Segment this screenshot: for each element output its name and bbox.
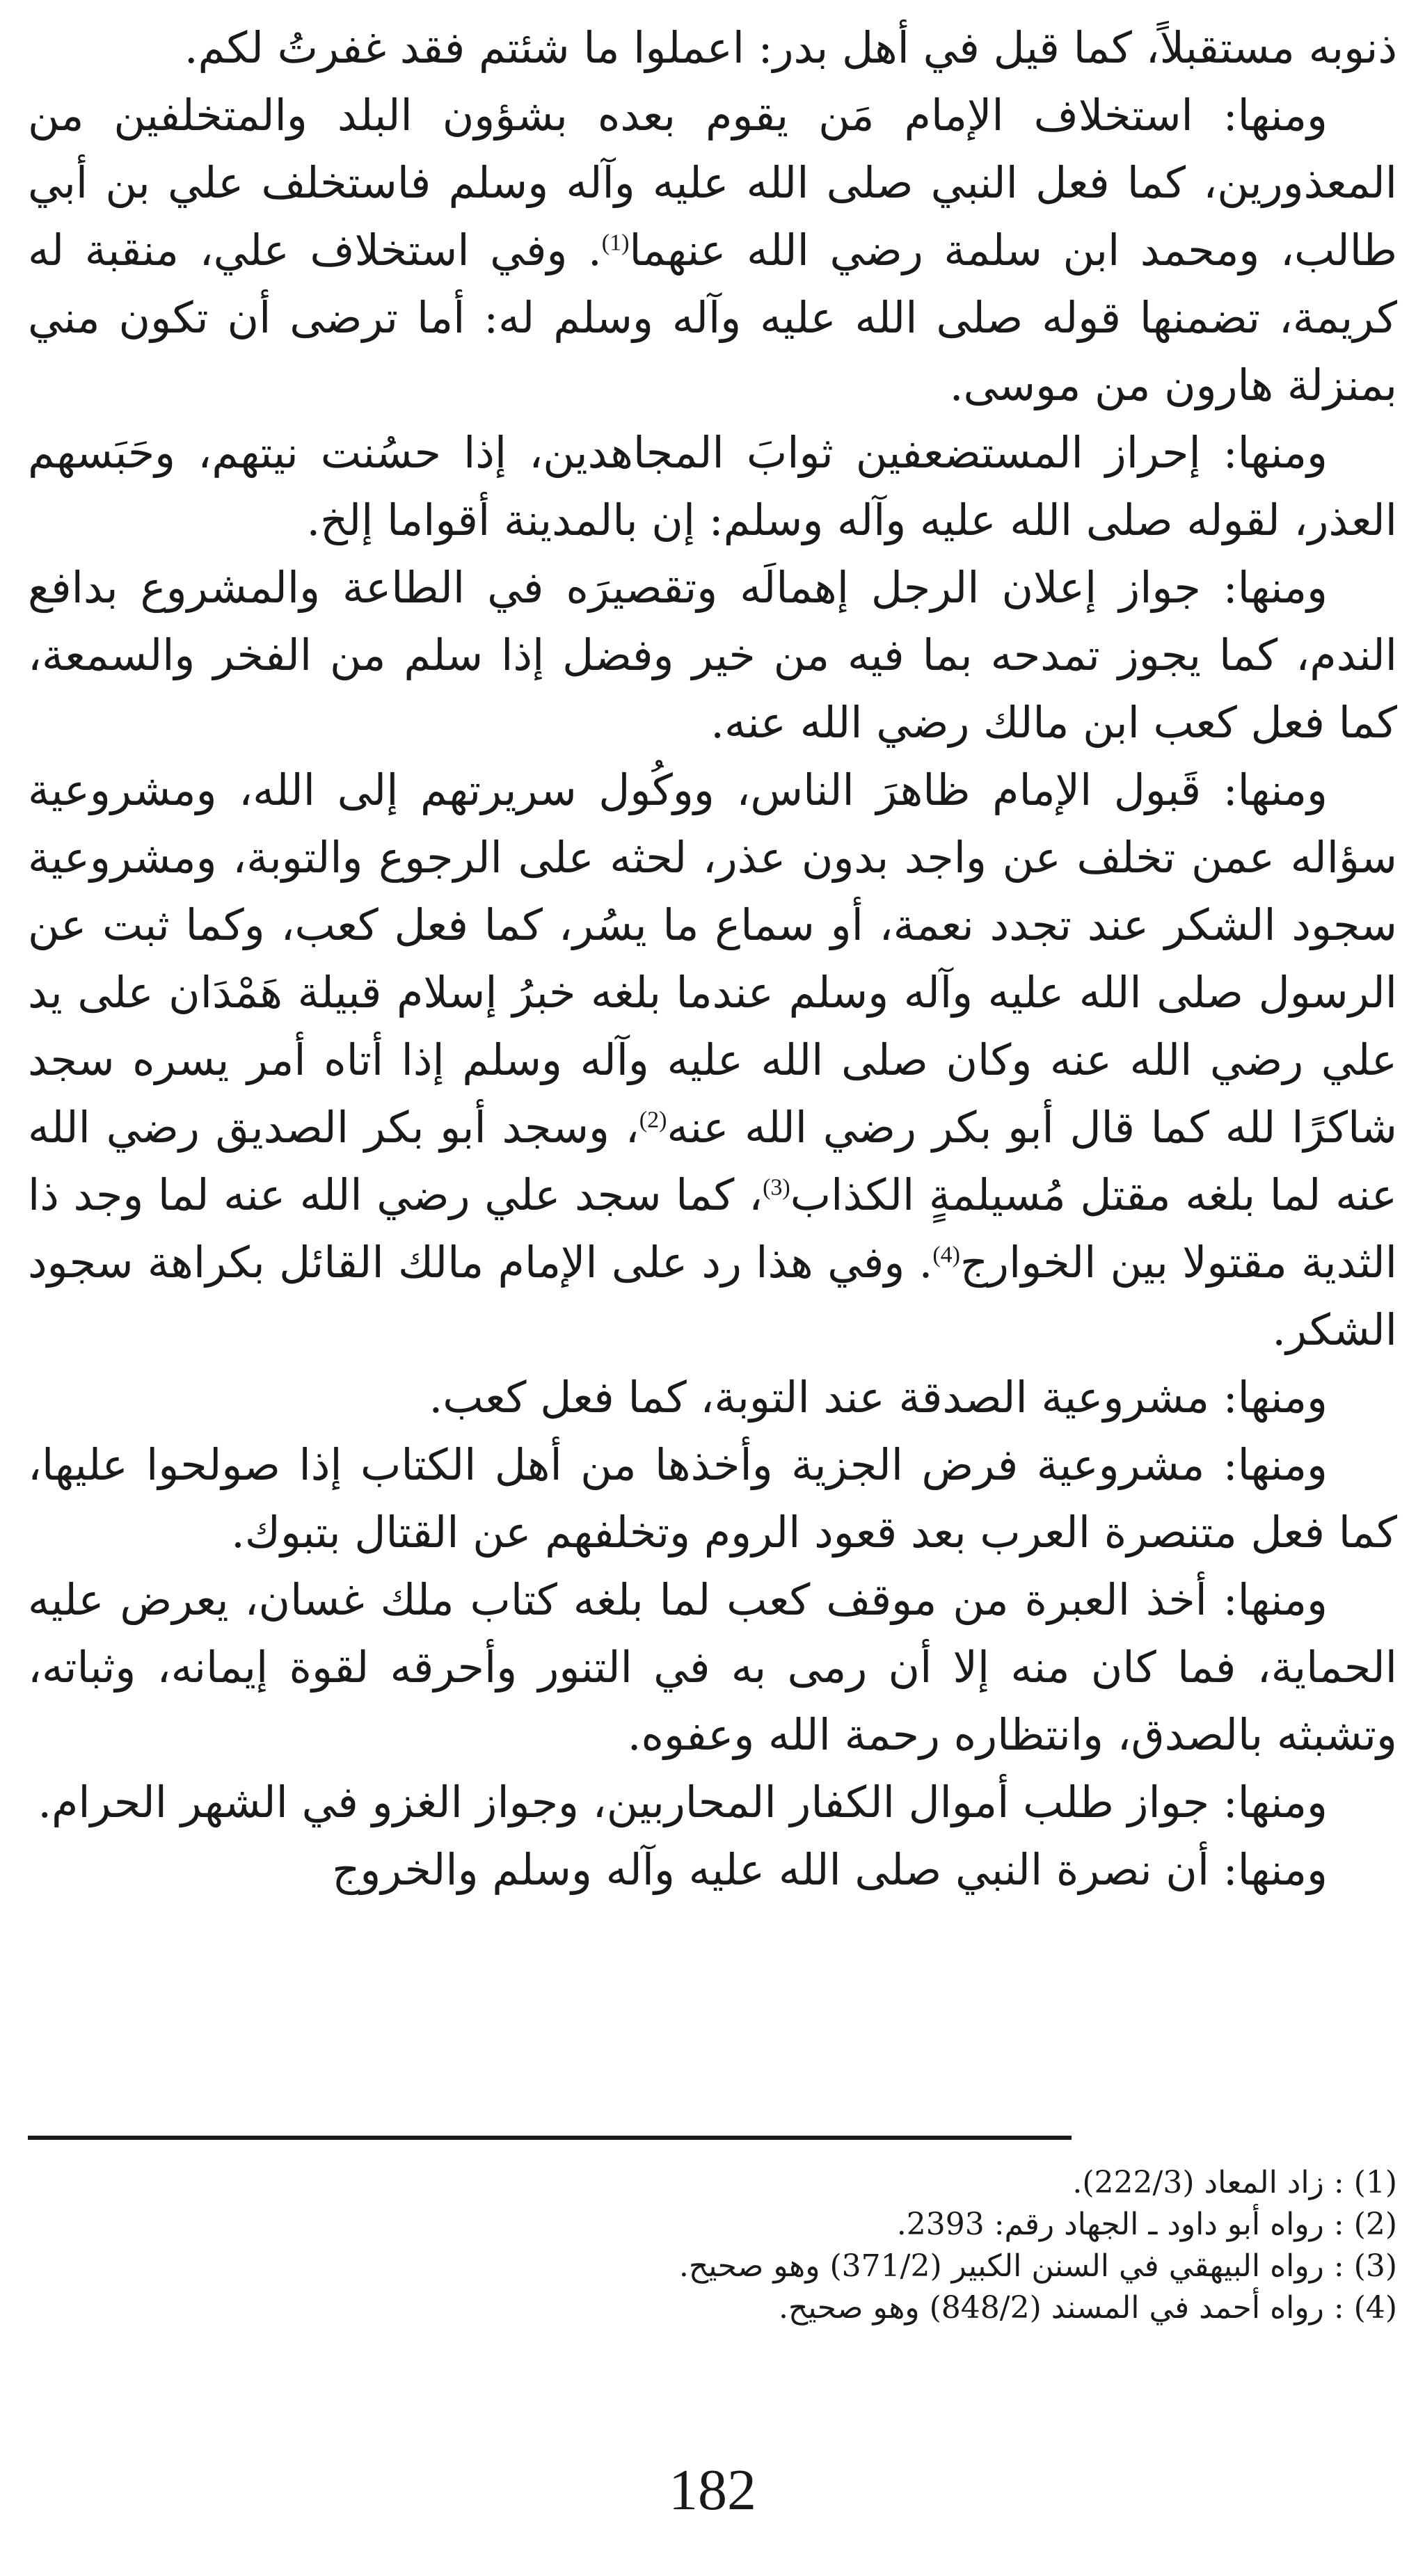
footnote-ref-4[interactable]: (4) [932,1242,960,1268]
footnote-1: (1) : زاد المعاد (222/3). [1072,2165,1397,2200]
footnote-divider [28,2136,1072,2140]
paragraph-9: ومنها: جواز طلب أموال الكفار المحاربين، وجواز الغزو في الشهر الحرام. [38,1777,1328,1827]
paragraph-4: ومنها: جواز إعلان الرجل إهمالَه وتقصيرَه في الطاعة والمشروع بدافع الندم، كما يجوز تمدحه بما فيه من خير وفضل إذا سلم من الفخر والسمعة، كما فعل كعب ابن مالك رضي الله عنه. [28,562,1397,748]
page-body [28,14,1397,1903]
footnote-ref-1[interactable]: (1) [601,230,630,256]
body-text [28,14,1397,1903]
paragraph-7: ومنها: مشروعية فرض الجزية وأخذها من أهل الكتاب إذا صولحوا عليها، كما فعل متنصرة العرب بعد قعود الروم وتخلفهم عن القتال بتبوك. [28,1439,1397,1558]
paragraph-8: ومنها: أخذ العبرة من موقف كعب لما بلغه كتاب ملك غسان، يعرض عليه الحماية، فما كان منه إلا أن رمى به في التنور وأحرقه لقوة إيمانه، وثباته، وتشبثه بالصدق، وانتظاره رحمة الله وعفوه. [28,1574,1397,1760]
paragraph-6: ومنها: مشروعية الصدقة عند التوبة، كما فعل كعب. [429,1372,1328,1423]
page-number: 182 [669,2458,756,2522]
paragraph-5: ومنها: قَبول الإمام ظاهرَ الناس، ووكُول سريرتهم إلى الله، ومشروعية سؤاله عمن تخلف عن واجد بدون عذر، لحثه على الرجوع والتوبة، ومشروعية سجود الشكر عند تجدد نعمة، أو سماع ما يسُر، كما فعل كعب، وكما ثبت عن الرسول صلى الله عليه وآله وسلم عندما بلغه خبرُ إسلام قبيلة هَمْدَان على يد علي رضي الله عنه وكان صلى الله عليه وآله وسلم إذا أتاه أمر يسره سجد شاكرًا لله كما قال أبو بكر رضي الله عنه$^{(2)}$، وسجد أبو بكر الصديق رضي الله عنه لما بلغه مقتل مُسيلمةٍ الكذاب$^{(3)}$، كما سجد علي رضي الله عنه لما وجد ذا الثدية مقتولا بين الخوارج$^{(4)}$. وفي هذا رد على الإمام مالك القائل بكراهة سجود الشكر. [28,765,1398,1355]
footnote-4: (4) : رواه أحمد في المسند (848/2) وهو صحيح. [779,2290,1397,2326]
footnote-ref-2[interactable]: (2) [639,1107,667,1133]
paragraph-1: ذنوبه مستقبلاً، كما قيل في أهل بدر: اعملوا ما شئتم فقد غفرتُ لكم. [184,22,1397,73]
footnotes [353,2162,1397,2329]
paragraph-10: ومنها: أن نصرة النبي صلى الله عليه وآله وسلم والخروج [332,1844,1328,1895]
footnote-ref-3[interactable]: (3) [763,1174,790,1201]
paragraph-2: ومنها: استخلاف الإمام مَن يقوم بعده بشؤون البلد والمتخلفين من المعذورين، كما فعل النبي صلى الله عليه وآله وسلم فاستخلف علي بن أبي طالب، ومحمد ابن سلمة رضي الله عنهما$^{(1)}$. وفي استخلاف علي، منقبة له كريمة، تضمنها قوله صلى الله عليه وآله وسلم له: أما ترضى أن تكون مني بمنزلة هارون من موسى. [28,90,1397,410]
paragraph-3: ومنها: إحراز المستضعفين ثوابَ المجاهدين، إذا حسُنت نيتهم، وحَبَسهم العذر، لقوله صلى الله عليه وآله وسلم: إن بالمدينة أقواما إلخ. [28,427,1397,545]
footnote-2: (2) : رواه أبو داود ـ الجهاد رقم: 2393. [896,2207,1397,2242]
footnote-3: (3) : رواه البيهقي في السنن الكبير (371/2) وهو صحيح. [678,2248,1397,2284]
